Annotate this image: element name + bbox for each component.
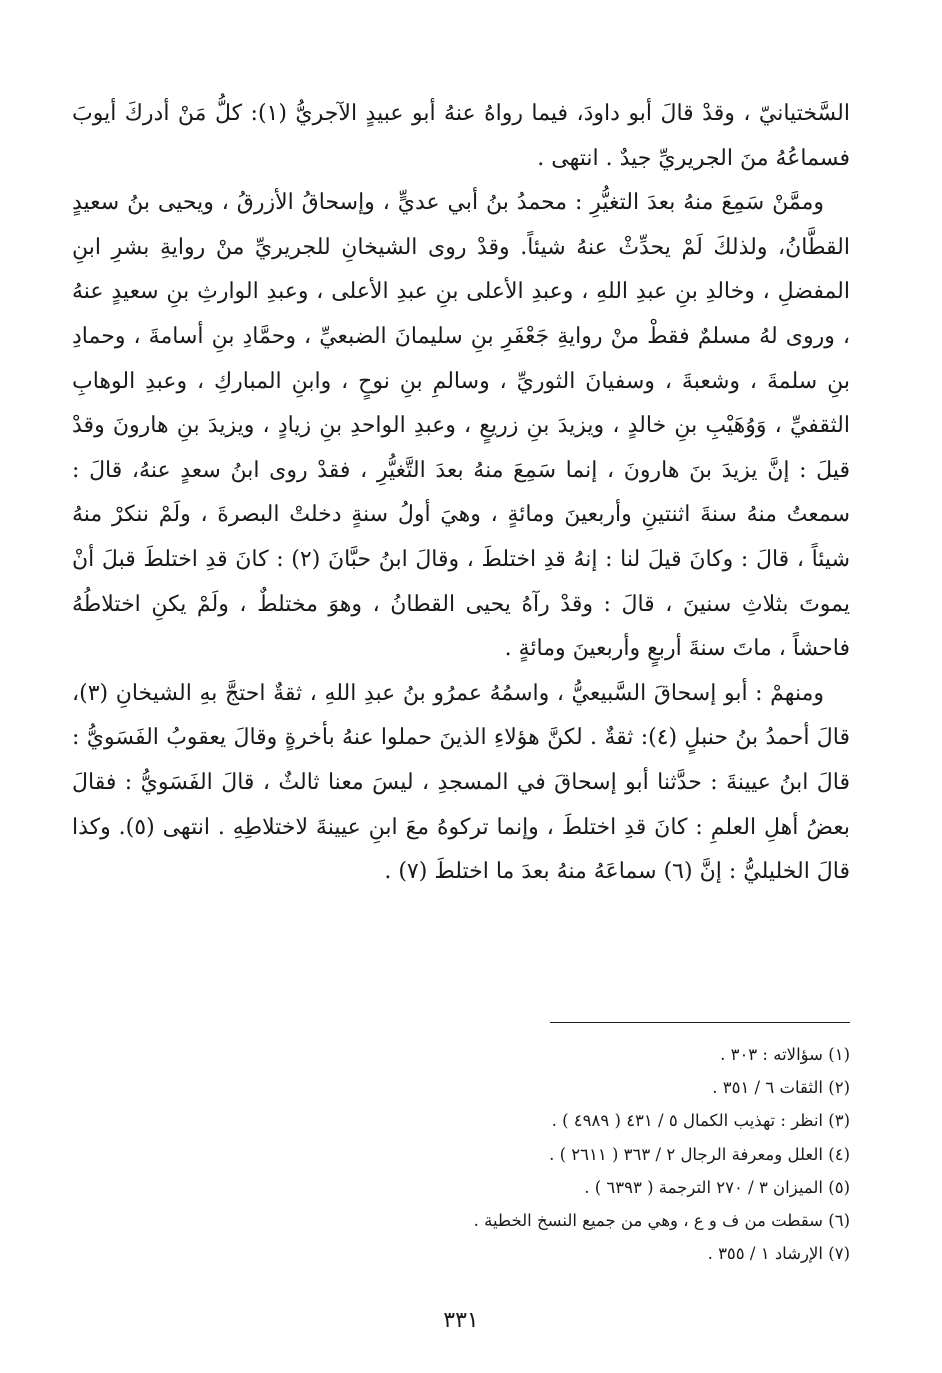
footnote-1: (١) سؤالاته : ٣٠٣ .	[720, 1045, 850, 1064]
footnote-7: (٧) الإرشاد ١ / ٣٥٥ .	[707, 1244, 850, 1264]
footnotes	[72, 1038, 850, 1270]
page-number: ٣٣١	[443, 1308, 479, 1333]
footnote-2: (٢) الثقات ٦ / ٣٥١ .	[712, 1078, 850, 1098]
footnote-6: (٦) سقطت من ف و ع ، وهي من جميع النسخ الخطية .	[473, 1211, 850, 1231]
book-page	[72, 92, 850, 1352]
footnote-divider	[550, 1022, 850, 1023]
paragraph-1: السَّختيانيّ ، وقدْ قالَ أبو داودَ، فيما رواهُ عنهُ أبو عبيدٍ الآجريُّ (١): كلُّ مَنْ أدركَ أيوبَ فسماعُهُ منَ الجريريِّ جيدٌ . انتهى .	[72, 101, 850, 171]
paragraph-2: وممَّنْ سَمِعَ منهُ بعدَ التغيُّرِ : محمدُ بنُ أبي عديٍّ ، وإسحاقُ الأزرقُ ، ويحيى بنُ سعيدٍ القطَّانُ، ولذلكَ لَمْ يحدِّثْ عنهُ شيئاً. وقدْ روى الشيخانِ للجريريِّ منْ روايةِ بشرِ ابنِ المفضلِ ، وخالدِ بنِ عبدِ اللهِ ، وعبدِ الأعلى بنِ عبدِ الأعلى ، وعبدِ الوارثِ بنِ سعيدٍ عنهُ ، وروى لهُ مسلمٌ فقطْ منْ روايةِ جَعْفَرِ بنِ سليمانَ الضبعيِّ ، وحمَّادِ بنِ أسامةَ ، وحمادِ بنِ سلمةَ ، وشعبةَ ، وسفيانَ الثوريِّ ، وسالمِ بنِ نوحٍ ، وابنِ المباركِ ، وعبدِ الوهابِ الثقفيِّ ، وَوُهَيْبِ بنِ خالدٍ ، ويزيدَ بنِ زريعٍ ، وعبدِ الواحدِ بنِ زيادٍ ، ويزيدَ بنِ هارونَ وقدْ قيلَ : إنَّ يزيدَ بنَ هارونَ ، إنما سَمِعَ منهُ بعدَ التَّغيُّرِ ، فقدْ روى ابنُ سعدٍ عنهُ، قالَ : سمعتُ منهُ سنةَ اثنتينِ وأربعينَ ومائةٍ ، وهيَ أولُ سنةٍ دخلتْ البصرةَ ، ولَمْ ننكرْ منهُ شيئاً ، قالَ : وكانَ قيلَ لنا : إنهُ قدِ اختلطَ ، وقالَ ابنُ حبَّانَ (٢) : كانَ قدِ اختلطَ قبلَ أنْ يموتَ بثلاثِ سنينَ ، قالَ : وقدْ رآهُ يحيى القطانُ ، وهوَ مختلطٌ ، ولَمْ يكنِ اختلاطُهُ فاحشاً ، ماتَ سنةَ أربعٍ وأربعينَ ومائةٍ .	[72, 190, 851, 662]
main-text	[72, 92, 850, 895]
footnote-5: (٥) الميزان ٣ / ٢٧٠ الترجمة ( ٦٣٩٣ ) .	[584, 1177, 850, 1197]
paragraph-3: ومنهمْ : أبو إسحاقَ السَّبيعيُّ ، واسمُهُ عمرُو بنُ عبدِ اللهِ ، ثقةٌ احتجَّ بهِ الشيخانِ (٣)، قالَ أحمدُ بنُ حنبلٍ (٤): ثقةٌ . لكنَّ هؤلاءِ الذينَ حملوا عنهُ بأخرةٍ وقالَ يعقوبُ الفَسَويُّ : قالَ ابنُ عيينةَ : حدَّثنا أبو إسحاقَ في المسجدِ ، ليسَ معنا ثالثٌ ، قالَ الفَسَويُّ : فقالَ بعضُ أهلِ العلمِ : كانَ قدِ اختلطَ ، وإنما تركوهُ معَ ابنِ عيينةَ لاختلاطِهِ . انتهى (٥). وكذا قالَ الخليليُّ : إنَّ (٦) سماعَهُ منهُ بعدَ ما اختلطَ (٧) .	[72, 680, 851, 885]
footnote-4: (٤) العلل ومعرفة الرجال ٢ / ٣٦٣ ( ٢٦١١ ) .	[549, 1144, 850, 1164]
footnote-3: (٣) انظر : تهذيب الكمال ٥ / ٤٣١ ( ٤٩٨٩ ) .	[551, 1111, 850, 1131]
